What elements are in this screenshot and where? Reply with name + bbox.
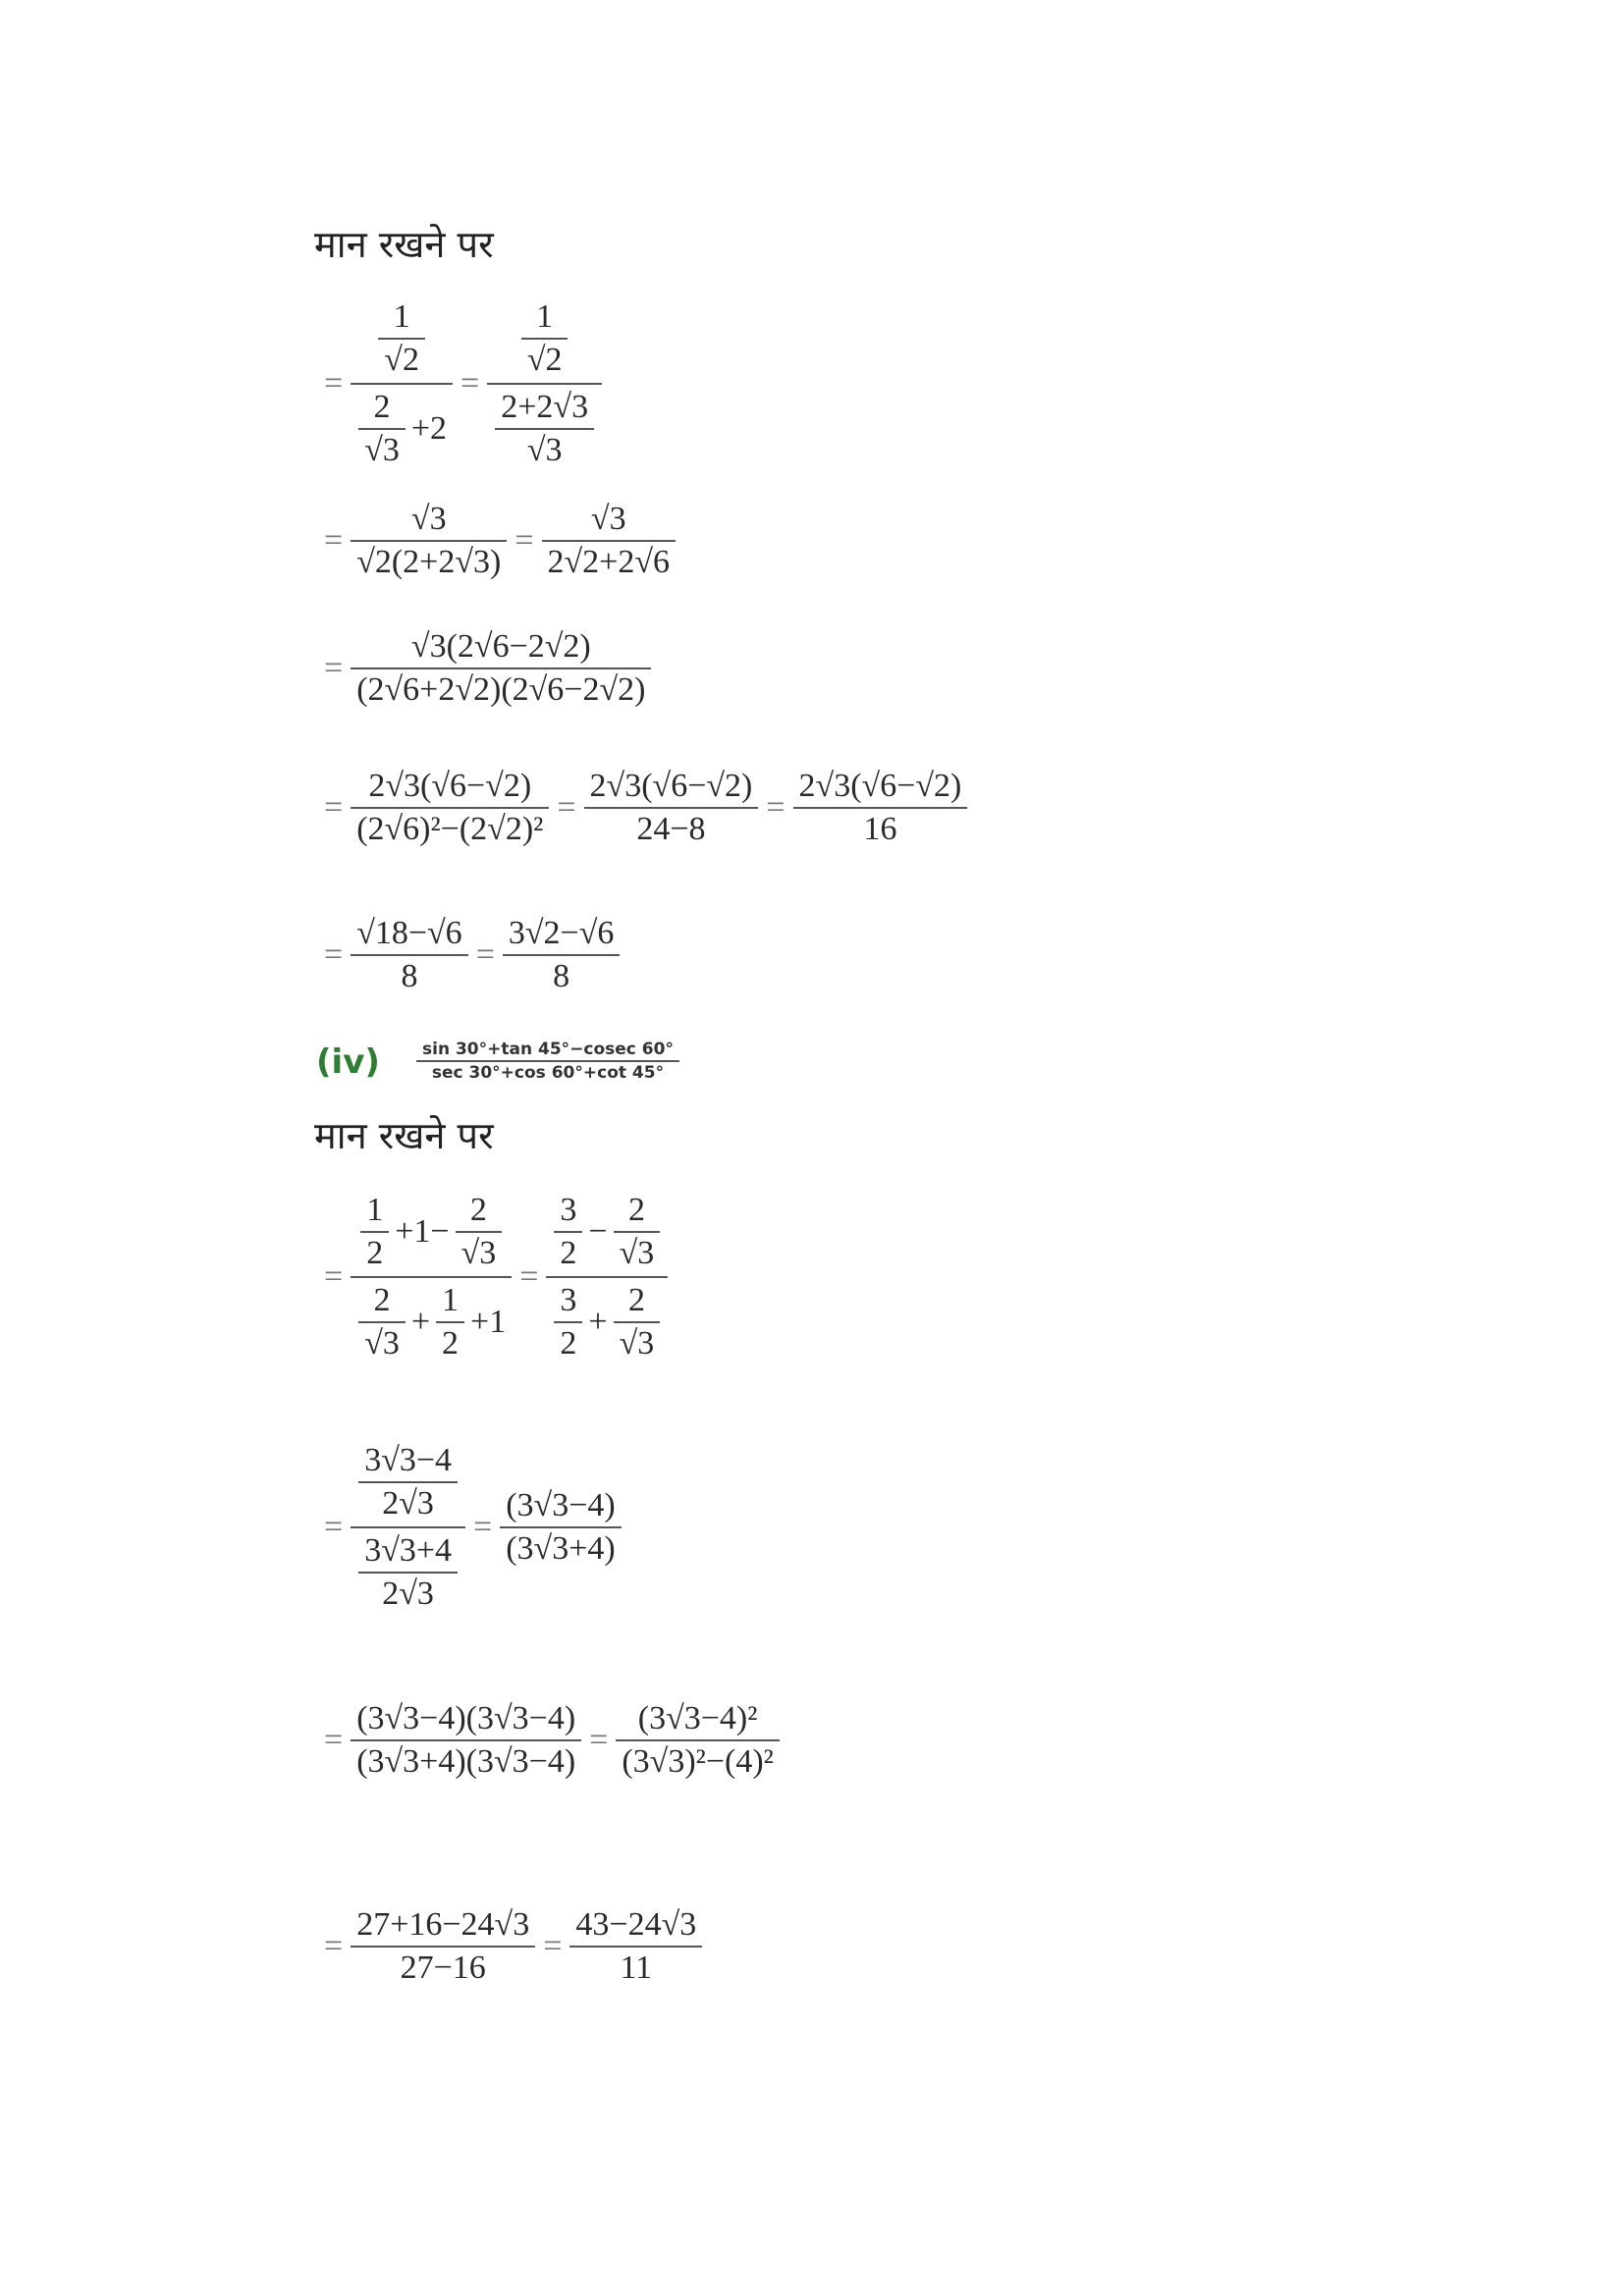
math-term: (2√6)²−(2√2)² <box>356 811 544 847</box>
fraction <box>517 296 572 381</box>
fraction <box>538 499 680 583</box>
denominator <box>554 1233 582 1274</box>
numerator <box>388 296 416 338</box>
denominator <box>500 1528 621 1570</box>
fraction <box>356 1190 393 1274</box>
math-term: 2 <box>442 1325 460 1362</box>
numerator <box>351 1438 465 1526</box>
denominator <box>351 809 549 850</box>
math-term: √3 <box>526 432 563 468</box>
numerator <box>351 1904 535 1946</box>
numerator <box>500 1485 621 1526</box>
numerator <box>368 1280 397 1321</box>
math-term: √3 <box>460 1235 497 1271</box>
fraction <box>483 294 606 473</box>
equals-sign: = <box>324 1258 344 1295</box>
denominator <box>614 1233 661 1274</box>
equals-sign: = <box>519 1258 539 1295</box>
equals-sign: = <box>324 936 344 973</box>
part-iv-label: (iv) <box>316 1042 380 1082</box>
numerator <box>406 626 597 667</box>
math-term: +1 <box>470 1304 507 1340</box>
fraction <box>580 766 763 850</box>
fraction <box>347 1904 539 1989</box>
denominator <box>351 1528 465 1617</box>
math-step-5 <box>320 913 623 997</box>
math-term: √3 <box>364 432 400 468</box>
part-iv-denominator: sec 30°+cos 60°+cot 45° <box>431 1063 665 1083</box>
fraction <box>566 1904 706 1989</box>
put-values-heading: मान रखने पर <box>314 223 494 266</box>
fraction <box>432 1280 468 1364</box>
denominator <box>351 1741 581 1783</box>
fraction <box>542 1188 672 1366</box>
equals-sign: = <box>324 522 344 559</box>
numerator <box>464 1190 493 1231</box>
math-term: √3 <box>619 1235 655 1271</box>
fraction <box>347 294 457 473</box>
math-term: 2+2√3 <box>501 389 589 425</box>
numerator <box>546 1188 668 1276</box>
math-term: (3√3+4) <box>506 1530 616 1567</box>
fraction <box>499 913 624 997</box>
denominator <box>487 385 602 473</box>
fraction <box>374 296 429 381</box>
equals-sign: = <box>543 1928 563 1964</box>
denominator <box>857 809 902 850</box>
math-term: 27−16 <box>400 1949 486 1986</box>
math-term: 11 <box>620 1949 653 1986</box>
denominator <box>521 430 568 471</box>
math-term: 1 <box>393 298 410 335</box>
numerator <box>495 387 594 428</box>
math-term: 1 <box>366 1192 384 1228</box>
math-step-6 <box>320 1188 672 1366</box>
denominator <box>456 1233 503 1274</box>
denominator <box>351 1278 512 1366</box>
math-term: (3√3−4)² <box>637 1700 758 1736</box>
math-term: √2 <box>526 342 563 378</box>
denominator <box>521 340 568 381</box>
equals-sign: = <box>557 789 576 826</box>
math-step-9 <box>320 1904 706 1989</box>
numerator <box>358 1530 458 1572</box>
part-iv-numerator: sin 30°+tan 45°−cosec 60° <box>422 1040 674 1059</box>
math-term: √3 <box>410 501 447 537</box>
numerator <box>406 499 453 540</box>
fraction <box>354 1280 409 1364</box>
math-step-8 <box>320 1698 784 1783</box>
math-term: 43−24√3 <box>575 1906 697 1943</box>
numerator <box>585 499 632 540</box>
math-term: 1 <box>442 1282 460 1318</box>
math-term: 3 <box>560 1282 577 1318</box>
numerator <box>584 766 759 807</box>
denominator <box>376 1483 440 1524</box>
equals-sign: = <box>460 365 480 401</box>
math-term: 2 <box>373 1282 391 1318</box>
denominator <box>351 542 507 583</box>
denominator <box>395 1948 492 1989</box>
math-term: 2√3 <box>382 1485 434 1522</box>
equals-sign: = <box>324 1928 344 1964</box>
math-term: 27+16−24√3 <box>356 1906 530 1943</box>
equals-sign: = <box>766 789 785 826</box>
fraction <box>550 1280 586 1364</box>
math-term: √3 <box>364 1325 400 1362</box>
math-term: (3√3+4)(3√3−4) <box>356 1743 576 1780</box>
numerator <box>569 1904 702 1946</box>
math-term: 16 <box>863 811 897 847</box>
numerator <box>368 387 397 428</box>
math-term: √2(2+2√3) <box>356 544 502 580</box>
math-term: (3√3)²−(4)² <box>622 1743 774 1780</box>
math-term: (2√6+2√2)(2√6−2√2) <box>356 671 646 708</box>
math-term: 2√3(√6−√2) <box>798 768 962 804</box>
fraction <box>612 1698 784 1783</box>
numerator <box>362 766 537 807</box>
denominator <box>614 1948 658 1989</box>
math-term: 24−8 <box>636 811 706 847</box>
math-term: √2 <box>384 342 419 378</box>
numerator <box>360 1190 389 1231</box>
fraction <box>550 1190 586 1274</box>
math-term: 2 <box>373 389 391 425</box>
math-term: 3 <box>560 1192 577 1228</box>
fraction <box>789 766 972 850</box>
numerator <box>358 1440 458 1481</box>
denominator <box>376 1574 440 1615</box>
numerator <box>554 1280 582 1321</box>
fraction <box>347 1438 469 1617</box>
put-values-heading-2: मान रखने पर <box>314 1114 494 1157</box>
fraction <box>496 1485 624 1570</box>
math-term: √3 <box>619 1325 655 1362</box>
equals-sign: = <box>324 650 344 686</box>
denominator <box>360 1233 389 1274</box>
fraction <box>347 499 511 583</box>
math-term: 3√3+4 <box>364 1532 453 1569</box>
fraction <box>610 1190 665 1274</box>
math-term: 2√3(√6−√2) <box>589 768 753 804</box>
denominator <box>546 1278 668 1366</box>
denominator <box>358 430 406 471</box>
fraction <box>347 1188 515 1366</box>
equals-sign: = <box>324 365 344 401</box>
equals-sign: = <box>324 1722 344 1758</box>
math-term: 8 <box>401 958 418 994</box>
numerator <box>623 1190 651 1231</box>
numerator <box>793 766 968 807</box>
math-step-4 <box>320 766 971 850</box>
math-term: 2 <box>560 1325 577 1362</box>
math-term: 2 <box>627 1192 645 1228</box>
math-term: √3 <box>590 501 626 537</box>
denominator <box>395 956 423 997</box>
math-term: 2√3(√6−√2) <box>368 768 532 804</box>
denominator <box>378 340 425 381</box>
numerator <box>632 1698 764 1739</box>
numerator <box>370 294 433 383</box>
numerator <box>351 913 468 954</box>
numerator <box>530 296 559 338</box>
fraction <box>347 626 655 711</box>
denominator <box>630 809 711 850</box>
math-term: (3√3−4)(3√3−4) <box>356 1700 576 1736</box>
numerator <box>352 1188 510 1276</box>
math-term: 2 <box>469 1192 487 1228</box>
denominator <box>554 1323 582 1364</box>
math-term: 3√2−√6 <box>508 915 615 951</box>
numerator <box>514 294 576 383</box>
math-term: 2√2+2√6 <box>547 544 671 580</box>
equals-sign: = <box>514 522 534 559</box>
math-term: 2√3 <box>382 1575 434 1612</box>
numerator <box>503 913 621 954</box>
denominator <box>436 1323 464 1364</box>
math-term: 2 <box>627 1282 645 1318</box>
fraction <box>347 766 553 850</box>
math-term: + <box>588 1304 608 1340</box>
math-term: 8 <box>553 958 570 994</box>
math-step-7 <box>320 1438 625 1617</box>
math-step-2 <box>320 499 679 583</box>
fraction <box>354 1530 461 1615</box>
equals-sign: = <box>324 1509 344 1545</box>
math-step-3 <box>320 626 655 711</box>
math-term: √18−√6 <box>356 915 462 951</box>
equals-sign: = <box>589 1722 609 1758</box>
fraction <box>452 1190 507 1274</box>
math-term: +2 <box>410 410 448 447</box>
denominator <box>614 1323 661 1364</box>
equals-sign: = <box>324 789 344 826</box>
numerator <box>554 1190 582 1231</box>
fraction <box>354 1440 461 1524</box>
denominator <box>616 1741 780 1783</box>
numerator <box>351 1698 581 1739</box>
math-step-1 <box>320 294 606 473</box>
denominator <box>351 385 453 473</box>
math-term: √3(2√6−2√2) <box>410 628 591 665</box>
math-term: + <box>410 1304 431 1340</box>
part-iv-expression <box>412 1039 683 1084</box>
math-term: +1− <box>395 1213 450 1250</box>
numerator <box>436 1280 464 1321</box>
fraction <box>347 913 472 997</box>
fraction <box>491 387 598 471</box>
denominator <box>351 669 651 711</box>
equals-sign: = <box>473 1509 493 1545</box>
fraction <box>354 387 409 471</box>
denominator <box>547 956 575 997</box>
math-term: 3√3−4 <box>364 1442 453 1478</box>
denominator <box>542 542 677 583</box>
math-term: − <box>588 1213 608 1250</box>
numerator <box>623 1280 651 1321</box>
fraction <box>347 1698 585 1783</box>
equals-sign: = <box>475 936 495 973</box>
math-term: 2 <box>366 1235 384 1271</box>
denominator <box>358 1323 406 1364</box>
fraction <box>610 1280 665 1364</box>
math-term: 2 <box>560 1235 577 1271</box>
math-term: 1 <box>536 298 554 335</box>
math-term: (3√3−4) <box>506 1487 616 1523</box>
